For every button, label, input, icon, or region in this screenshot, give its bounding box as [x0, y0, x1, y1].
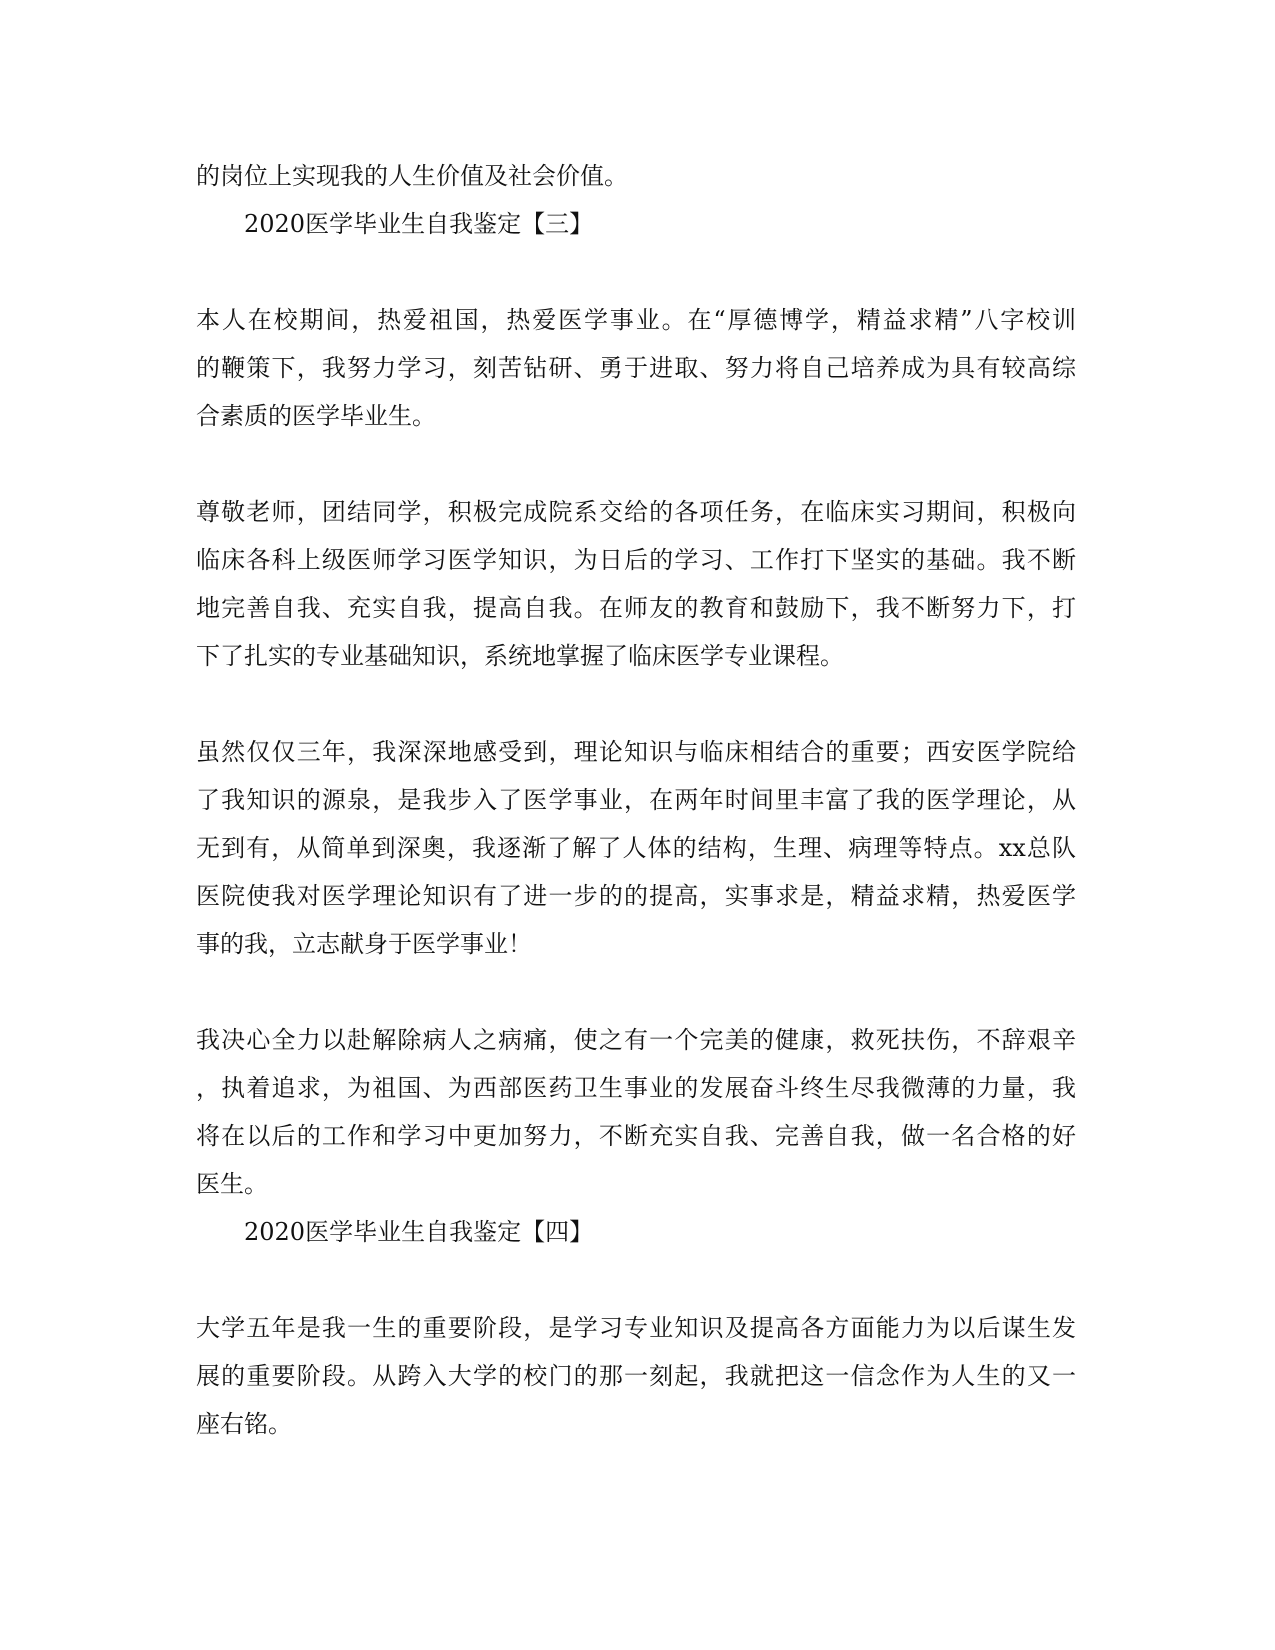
paragraph-line: 无到有，从简单到深奥，我逐渐了解了人体的结构，生理、病理等特点。xx总队	[196, 834, 1076, 862]
paragraph-line: 尊敬老师，团结同学，积极完成院系交给的各项任务，在临床实习期间，积极向	[196, 498, 1076, 526]
paragraph-line: 临床各科上级医师学习医学知识，为日后的学习、工作打下坚实的基础。我不断	[196, 546, 1076, 574]
paragraph-gap	[196, 680, 1076, 728]
document-body	[196, 152, 1076, 1448]
paragraph-line: 将在以后的工作和学习中更加努力，不断充实自我、完善自我，做一名合格的好	[196, 1122, 1076, 1150]
paragraph-line: 大学五年是我一生的重要阶段，是学习专业知识及提高各方面能力为以后谋生发	[196, 1314, 1076, 1342]
section-3-title: 2020医学毕业生自我鉴定【三】	[244, 210, 594, 238]
section-4-paragraph-1	[196, 1304, 1076, 1448]
paragraph-line: 座右铭。	[196, 1410, 292, 1438]
paragraph-line: 合素质的医学毕业生。	[196, 402, 436, 430]
paragraph-gap	[196, 248, 1076, 296]
section-3-paragraph-4	[196, 1016, 1076, 1208]
paragraph-line: 地完善自我、充实自我，提高自我。在师友的教育和鼓励下，我不断努力下，打	[196, 594, 1076, 622]
paragraph-gap	[196, 1256, 1076, 1304]
paragraph-line: 本人在校期间，热爱祖国，热爱医学事业。在“厚德博学，精益求精”八字校训	[196, 306, 1076, 334]
paragraph-line: 下了扎实的专业基础知识，系统地掌握了临床医学专业课程。	[196, 642, 844, 670]
paragraph-gap	[196, 968, 1076, 1016]
section-4-title: 2020医学毕业生自我鉴定【四】	[244, 1218, 594, 1246]
section-3-paragraph-3	[196, 728, 1076, 968]
paragraph-line: 的鞭策下，我努力学习，刻苦钻研、勇于进取、努力将自己培养成为具有较高综	[196, 354, 1076, 382]
section-3-paragraph-1	[196, 296, 1076, 440]
paragraph-line: 虽然仅仅三年，我深深地感受到，理论知识与临床相结合的重要；西安医学院给	[196, 738, 1076, 766]
intro-tail-line: 的岗位上实现我的人生价值及社会价值。	[196, 162, 628, 190]
paragraph-line: 展的重要阶段。从跨入大学的校门的那一刻起，我就把这一信念作为人生的又一	[196, 1362, 1076, 1390]
paragraph-gap	[196, 440, 1076, 488]
paragraph-line: 医院使我对医学理论知识有了进一步的的提高，实事求是，精益求精，热爱医学	[196, 882, 1076, 910]
paragraph-line: 事的我，立志献身于医学事业！	[196, 930, 532, 958]
paragraph-line: 了我知识的源泉，是我步入了医学事业，在两年时间里丰富了我的医学理论，从	[196, 786, 1076, 814]
paragraph-line: ，执着追求，为祖国、为西部医药卫生事业的发展奋斗终生尽我微薄的力量，我	[196, 1074, 1076, 1102]
section-3-paragraph-2	[196, 488, 1076, 680]
paragraph-line: 医生。	[196, 1170, 268, 1198]
paragraph-line: 我决心全力以赴解除病人之病痛，使之有一个完美的健康，救死扶伤，不辞艰辛	[196, 1026, 1076, 1054]
